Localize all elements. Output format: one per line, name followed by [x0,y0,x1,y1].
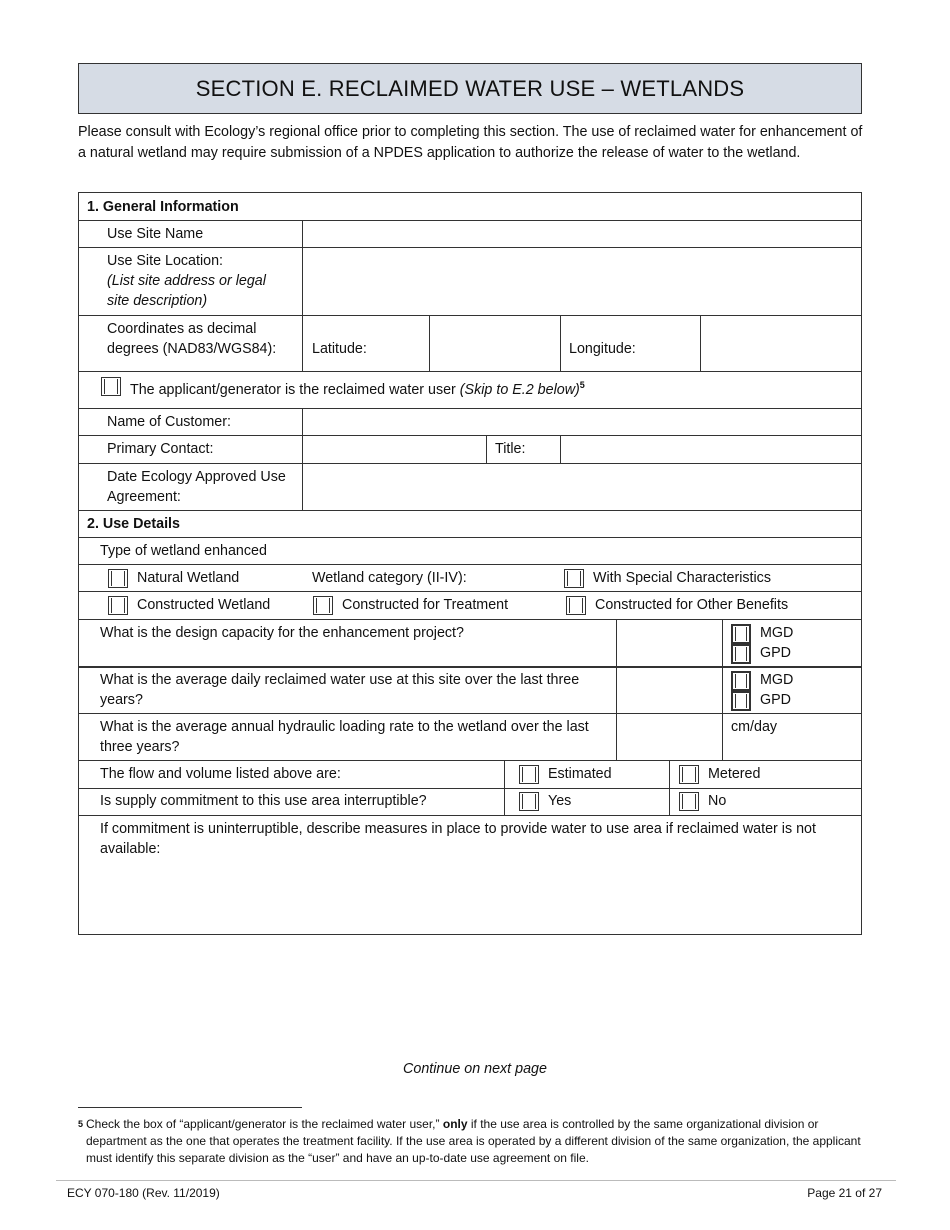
coordinates-label-line2: degrees (NAD83/WGS84): [107,341,277,357]
title-field[interactable] [562,436,860,462]
special-characteristics-label: With Special Characteristics [593,570,771,586]
applicant-is-user-text: The applicant/generator is the reclaimed water user (Skip to E.2 below)$^5$ [130,380,585,398]
customer-name-field[interactable] [304,409,859,434]
uninterruptible-measures-question: If commitment is uninterruptible, describe measures in place to provide water to use area if reclaimed water is not available: [100,821,816,857]
avg-daily-use-question: What is the average daily reclaimed water use at this site over the last three years? [100,672,580,708]
interruptible-no-checkbox[interactable] [679,792,699,811]
footnote: 5 Check the box of “applicant/generator is the reclaimed water user,” only if the use area is controlled by the same organizational division or department as the one that operates the treatment facility. If the use area is operated by a different division of the same organization, the applicant must identify this separate division as the “user” and have an up-to-date use agreement on file. [78,1117,861,1165]
design-capacity-field[interactable] [618,620,721,665]
special-characteristics-checkbox[interactable] [564,569,584,588]
metered-label: Metered [708,766,761,782]
constructed-other-checkbox[interactable] [566,596,586,615]
approved-date-label-line2: Agreement: [107,489,181,505]
general-info-heading: 1. General Information [87,199,239,215]
primary-contact-field[interactable] [304,436,485,462]
customer-name-label: Name of Customer: [107,414,231,430]
latitude-label: Latitude: [312,341,367,357]
wetland-type-label: Type of wetland enhanced [100,543,267,559]
hydraulic-loading-field[interactable] [618,714,721,759]
use-details-heading: 2. Use Details [87,516,180,532]
wetlands-form [78,192,862,935]
interruptible-question: Is supply commitment to this use area interruptible? [100,793,427,809]
hydraulic-unit-label: cm/day [731,719,778,735]
intro-paragraph: Please consult with Ecology’s regional office prior to completing this section. The use of reclaimed water for enhancement of a natural wetland may require submission of a NPDES application to authorize the release of water to the wetland. [78,124,863,161]
avg-daily-mgd-checkbox[interactable] [731,671,751,691]
design-capacity-mgd-checkbox[interactable] [731,624,751,644]
constructed-treatment-checkbox[interactable] [313,596,333,615]
interruptible-yes-checkbox[interactable] [519,792,539,811]
estimated-checkbox[interactable] [519,765,539,784]
interruptible-yes-label: Yes [548,793,572,809]
wetland-category-label: Wetland category (II-IV): [312,570,467,586]
avg-daily-gpd-label: GPD [760,692,791,708]
latitude-field[interactable] [431,316,559,370]
flow-volume-question: The flow and volume listed above are: [100,766,341,782]
constructed-wetland-label: Constructed Wetland [137,597,271,613]
design-capacity-mgd-label: MGD [760,625,794,641]
footer-rule [56,1180,896,1181]
constructed-treatment-label: Constructed for Treatment [342,597,509,613]
page-number: Page 21 of 27 [807,1186,882,1200]
continue-note: Continue on next page [403,1061,547,1077]
primary-contact-label: Primary Contact: [107,441,214,457]
section-title: SECTION E. RECLAIMED WATER USE – WETLANDS [78,63,862,114]
avg-daily-mgd-label: MGD [760,672,794,688]
design-capacity-gpd-checkbox[interactable] [731,644,751,664]
interruptible-no-label: No [708,793,727,809]
constructed-wetland-checkbox[interactable] [108,596,128,615]
constructed-other-label: Constructed for Other Benefits [595,597,789,613]
title-label: Title: [495,441,526,457]
natural-wetland-checkbox[interactable] [108,569,128,588]
use-site-location-hint-2: site description) [107,293,208,309]
approved-date-field[interactable] [304,464,859,509]
avg-daily-use-field[interactable] [618,668,721,712]
applicant-is-user-checkbox[interactable] [101,377,121,396]
longitude-field[interactable] [702,316,860,370]
approved-date-label-line1: Date Ecology Approved Use [107,469,286,485]
avg-daily-gpd-checkbox[interactable] [731,691,751,711]
design-capacity-gpd-label: GPD [760,645,791,661]
estimated-label: Estimated [548,766,612,782]
use-site-location-label: Use Site Location: [107,253,224,269]
design-capacity-question: What is the design capacity for the enhancement project? [100,625,464,641]
footnote-mark: 5 [78,1119,84,1129]
use-site-name-label: Use Site Name [107,226,204,242]
hydraulic-loading-question: What is the average annual hydraulic loading rate to the wetland over the last three years? [100,719,589,755]
metered-checkbox[interactable] [679,765,699,784]
longitude-label: Longitude: [569,341,636,357]
form-id: ECY 070-180 (Rev. 11/2019) [67,1186,220,1200]
natural-wetland-label: Natural Wetland [137,570,240,586]
use-site-name-field[interactable] [304,221,859,246]
use-site-location-field[interactable] [304,248,859,314]
coordinates-label-line1: Coordinates as decimal [107,321,257,337]
uninterruptible-measures-field[interactable] [81,863,859,933]
footnote-rule [78,1107,302,1108]
use-site-location-hint-1: (List site address or legal [107,273,266,289]
